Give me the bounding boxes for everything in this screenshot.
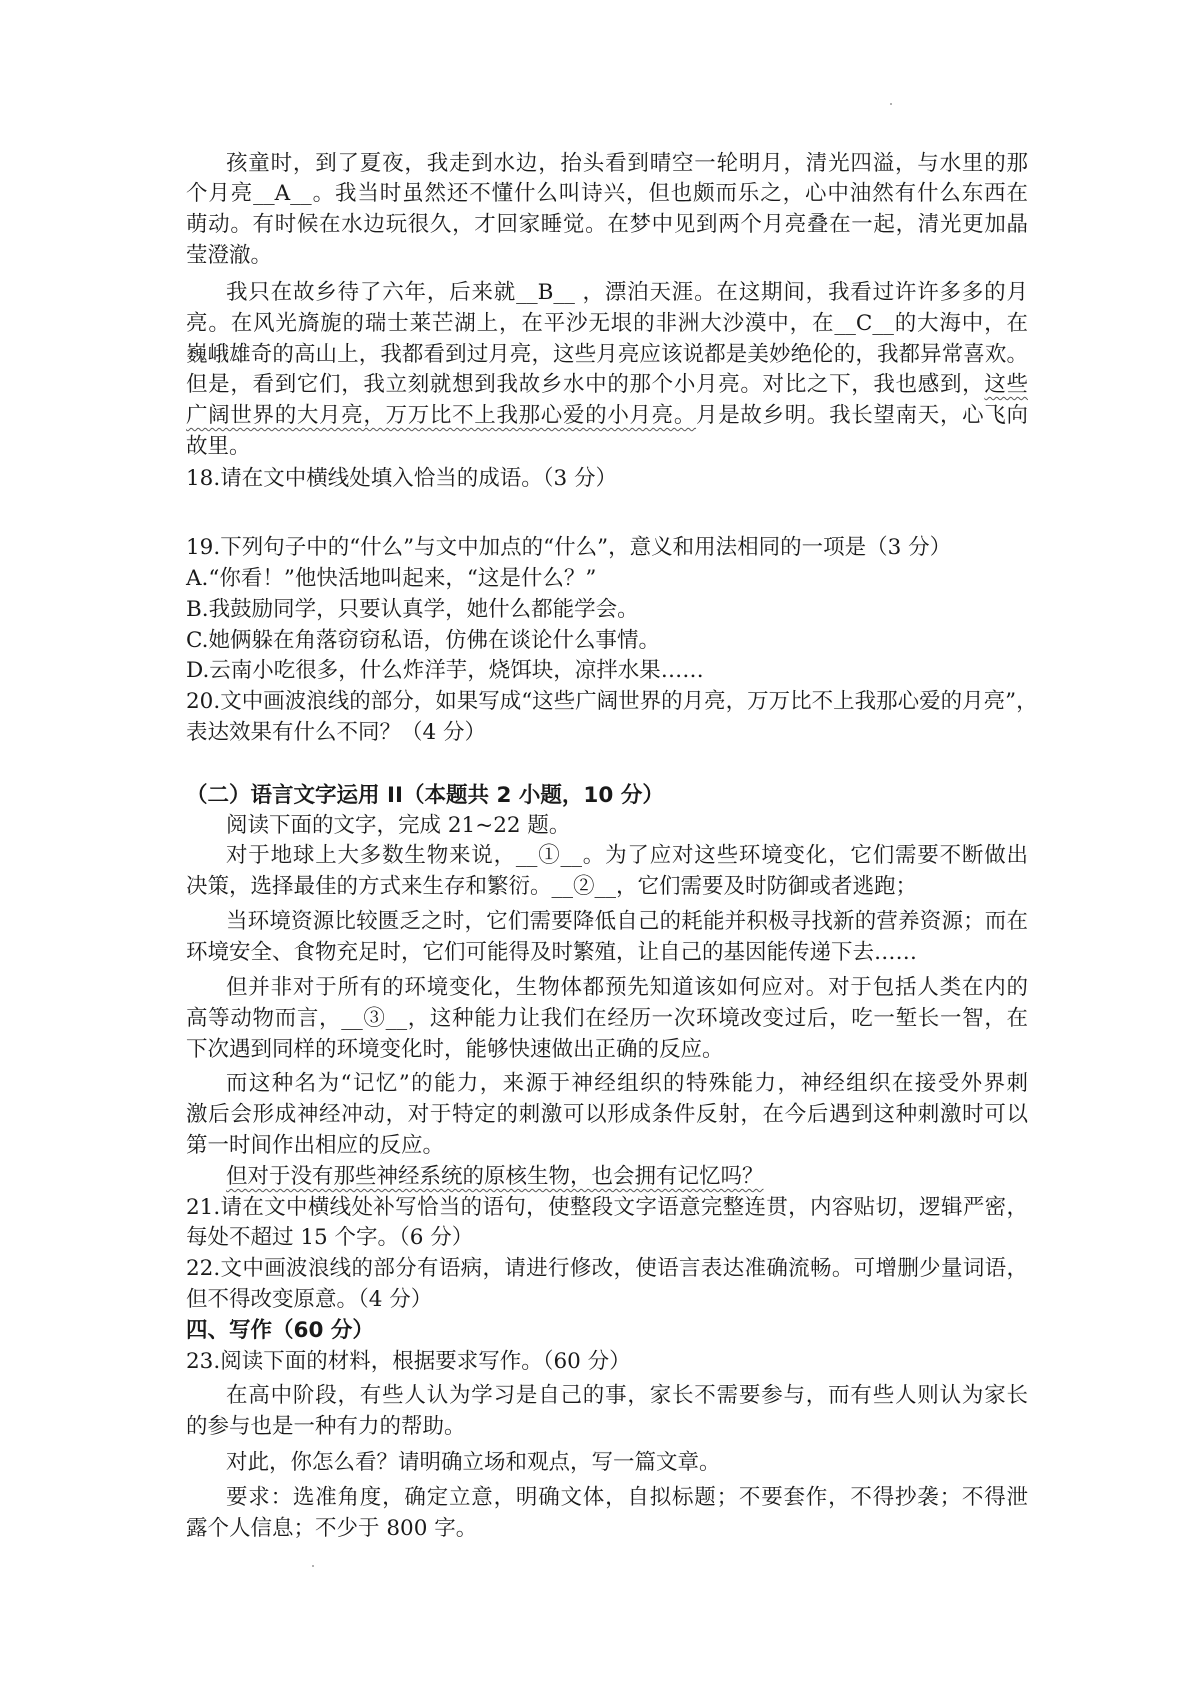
- wavy-underlined-text: 广阔世界的大月亮，万万比不上我那心爱的小月亮。: [186, 403, 697, 428]
- question-23: 23.阅读下面的材料，根据要求写作。（60 分）: [186, 1349, 631, 1374]
- s2-para4-line3: 第一时间作出相应的反应。: [186, 1133, 445, 1158]
- passage-p2-line5: [186, 400, 1028, 432]
- passage-p2-line1: 我只在故乡待了六年，后来就__B__ ，漂泊天涯。在这期间，我看过许许多多的月: [226, 280, 1028, 305]
- s2-para3-line2: 高等动物而言，__③__，这种能力让我们在经历一次环境改变过后，吃一堑长一智，在: [186, 1006, 1028, 1031]
- section-2-intro: 阅读下面的文字，完成 21~22 题。: [226, 813, 571, 838]
- question-22-line2: 但不得改变原意。（4 分）: [186, 1287, 433, 1312]
- passage-p2-line3: 巍峨雄奇的高山上，我都看到过月亮，这些月亮应该说都是美妙绝伦的，我都异常喜欢。: [186, 342, 1028, 367]
- material-line1: 在高中阶段，有些人认为学习是自己的事，家长不需要参与，而有些人则认为家长: [226, 1383, 1028, 1408]
- section-4-heading: 四、写作（60 分）: [186, 1318, 374, 1343]
- s2-para1-line2: 决策，选择最佳的方式来生存和繁衍。__②__，它们需要及时防御或者逃跑；: [186, 874, 918, 899]
- s2-para2-line1: 当环境资源比较匮乏之时，它们需要降低自己的耗能并积极寻找新的营养资源；而在: [226, 909, 1028, 934]
- passage-p1-line2: 个月亮__A__。我当时虽然还不懂什么叫诗兴，但也颇而乐之，心中油然有什么东西在: [186, 181, 1028, 206]
- passage-p2-line4: [186, 369, 1028, 401]
- question-20-line1: 20.文中画波浪线的部分，如果写成“这些广阔世界的月亮，万万比不上我那心爱的月亮”，: [186, 689, 1038, 714]
- question-21-line2: 每处不超过 15 个字。（6 分）: [186, 1225, 474, 1250]
- s2-para5: [226, 1161, 764, 1193]
- s2-para4-line1: 而这种名为“记忆”的能力，来源于神经组织的特殊能力，神经组织在接受外界刺: [226, 1071, 1028, 1096]
- scan-speck: [890, 103, 892, 105]
- question-19-option-b: B.我鼓励同学，只要认真学，她什么都能学会。: [186, 597, 639, 622]
- scan-speck: [312, 1565, 314, 1567]
- material-line2: 的参与也是一种有力的帮助。: [186, 1414, 466, 1439]
- requirements-line1: 要求：选准角度，确定立意，明确文体，自拟标题；不要套作，不得抄袭；不得泄: [226, 1485, 1028, 1510]
- question-21-line1: 21.请在文中横线处补写恰当的语句，使整段文字语意完整连贯，内容贴切，逻辑严密，: [186, 1195, 1028, 1220]
- requirements-line2: 露个人信息；不少于 800 字。: [186, 1516, 478, 1541]
- section-2-heading: （二）语言文字运用 II（本题共 2 小题，10 分）: [186, 783, 664, 808]
- passage-p1-line1: 孩童时，到了夏夜，我走到水边，抬头看到晴空一轮明月，清光四溢，与水里的那: [226, 151, 1028, 176]
- s2-para3-line1: 但并非对于所有的环境变化，生物体都预先知道该如何应对。对于包括人类在内的: [226, 975, 1028, 1000]
- passage-p2-line4-text: 但是，看到它们，我立刻就想到我故乡水中的那个小月亮。对比之下，我也感到，: [186, 372, 985, 397]
- passage-p1-line4: 莹澄澈。: [186, 243, 273, 268]
- wavy-underlined-text: 但对于没有那些神经系统的原核生物，也会拥有记忆吗？: [226, 1164, 764, 1189]
- s2-para4-line2: 激后会形成神经冲动，对于特定的刺激可以形成条件反射，在今后遇到这种刺激时可以: [186, 1102, 1028, 1127]
- passage-p2-line5-text: 月是故乡明。我长望南天，心飞向: [696, 403, 1028, 428]
- question-18: 18.请在文中横线处填入恰当的成语。（3 分）: [186, 466, 617, 491]
- passage-p1-line3: 萌动。有时候在水边玩很久，才回家睡觉。在梦中见到两个月亮叠在一起，清光更加晶: [186, 212, 1028, 237]
- wavy-underlined-text: 这些: [984, 372, 1028, 397]
- question-22-line1: 22.文中画波浪线的部分有语病，请进行修改，使语言表达准确流畅。可增删少量词语，: [186, 1256, 1028, 1281]
- question-19-option-a: A.“你看！”他快活地叫起来，“这是什么？”: [186, 566, 597, 591]
- passage-p2-line2: 亮。在风光旖旎的瑞士莱芒湖上，在平沙无垠的非洲大沙漠中，在__C__的大海中，在: [186, 311, 1028, 336]
- writing-prompt: 对此，你怎么看？请明确立场和观点，写一篇文章。: [226, 1450, 721, 1475]
- s2-para3-line3: 下次遇到同样的环境变化时，能够快速做出正确的反应。: [186, 1037, 724, 1062]
- question-19-option-d: D.云南小吃很多，什么炸洋芋，烧饵块，凉拌水果……: [186, 658, 704, 683]
- s2-para2-line2: 环境安全、食物充足时，它们可能得及时繁殖，让自己的基因能传递下去……: [186, 940, 918, 965]
- s2-para1-line1: 对于地球上大多数生物来说，__①__。为了应对这些环境变化，它们需要不断做出: [226, 843, 1028, 868]
- passage-p2-line6: 故里。: [186, 434, 251, 459]
- question-19: 19.下列句子中的“什么”与文中加点的“什么”，意义和用法相同的一项是（3 分）: [186, 535, 952, 560]
- question-19-option-c: C.她俩躲在角落窃窃私语，仿佛在谈论什么事情。: [186, 628, 661, 653]
- question-20-line2: 表达效果有什么不同？（4 分）: [186, 720, 487, 745]
